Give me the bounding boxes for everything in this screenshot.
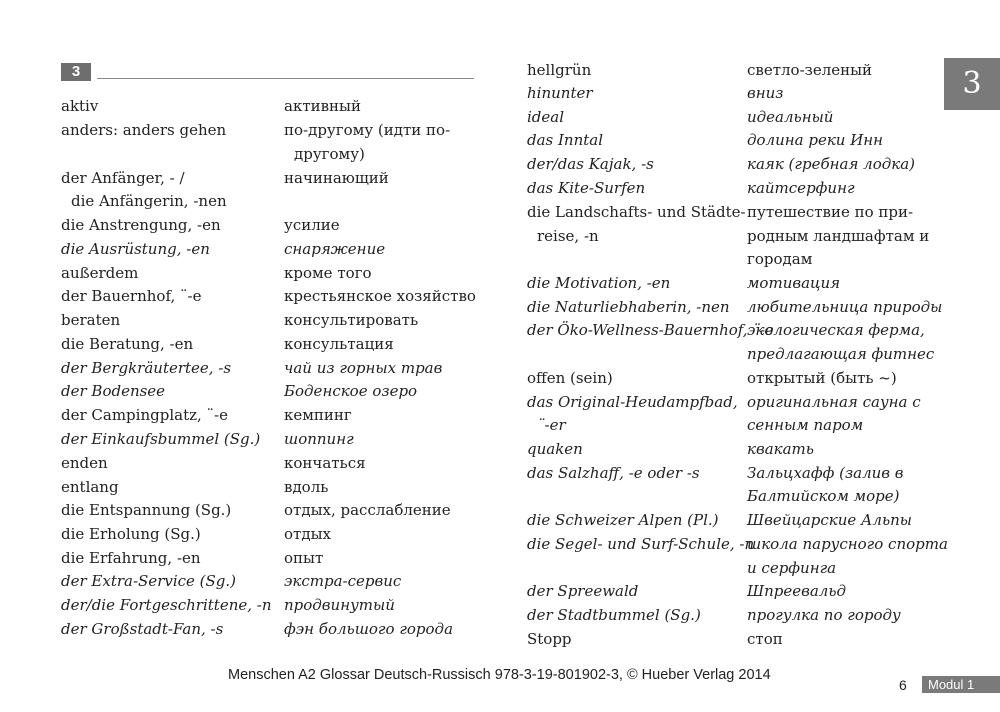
right-russian-translation: оригинальная сауна с (747, 393, 921, 411)
left-german-term: der Campingplatz, ¨-e (61, 406, 228, 424)
left-russian-translation: кончаться (284, 454, 366, 472)
right-german-term: quaken (527, 440, 583, 458)
left-german-term: beraten (61, 311, 121, 329)
right-russian-translation: идеальный (747, 108, 834, 126)
right-russian-translation: Балтийском море) (747, 487, 900, 505)
chapter-number-box: 3 (61, 63, 91, 81)
left-german-term: enden (61, 454, 108, 472)
left-russian-translation: Боденское озеро (284, 382, 418, 400)
left-german-term: der Bergkräutertee, -s (61, 359, 232, 377)
right-german-term: das Salzhaff, -e oder -s (527, 464, 700, 482)
left-russian-translation: вдоль (284, 478, 329, 496)
right-german-term: die Motivation, -en (527, 274, 671, 292)
right-german-term: der/das Kajak, -s (527, 155, 654, 173)
right-russian-translation: прогулка по городу (747, 606, 901, 624)
right-german-term: das Kite-Surfen (527, 179, 646, 197)
left-german-term: die Beratung, -en (61, 335, 194, 353)
right-german-term: ideal (527, 108, 565, 126)
right-russian-translation: предлагающая фитнес (747, 345, 935, 363)
right-russian-translation: кайтсерфинг (747, 179, 855, 197)
right-german-term: hinunter (527, 84, 593, 102)
right-russian-translation: любительница природы (747, 298, 943, 316)
right-russian-translation: родным ландшафтам и (747, 227, 930, 245)
right-german-term: das Original-Heudampfbad, (527, 393, 738, 411)
header-rule (97, 78, 474, 79)
left-russian-translation: чай из горных трав (284, 359, 443, 377)
right-german-term: die Schweizer Alpen (Pl.) (527, 511, 719, 529)
left-german-term: die Anfängerin, -nen (71, 192, 227, 210)
page-number: 6 (899, 677, 907, 693)
right-german-term: der Öko-Wellness-Bauernhof, ¨-e (527, 321, 774, 339)
right-russian-translation: Шпреевальд (747, 582, 847, 600)
right-german-term: offen (sein) (527, 369, 613, 387)
left-russian-translation: шоппинг (284, 430, 354, 448)
right-russian-translation: квакать (747, 440, 814, 458)
right-russian-translation: и серфинга (747, 559, 837, 577)
left-german-term: die Entspannung (Sg.) (61, 501, 232, 519)
right-russian-translation: каяк (гребная лодка) (747, 155, 915, 173)
left-russian-translation: активный (284, 97, 361, 115)
chapter-side-tab: 3 (944, 58, 1000, 110)
right-russian-translation: городам (747, 250, 813, 268)
left-german-term: außerdem (61, 264, 139, 282)
right-russian-translation: светло-зеленый (747, 61, 873, 79)
left-german-term: der Einkaufsbummel (Sg.) (61, 430, 261, 448)
right-german-term: ¨-er (537, 416, 566, 434)
right-german-term: reise, -n (537, 227, 599, 245)
right-german-term: das Inntal (527, 131, 604, 149)
left-german-term: der Extra-Service (Sg.) (61, 572, 237, 590)
left-russian-translation: усилие (284, 216, 340, 234)
footer-citation: Menschen A2 Glossar Deutsch-Russisch 978-3-19-801902-3, © Hueber Verlag 2014 (228, 667, 771, 683)
right-russian-translation: Зальцхафф (залив в (747, 464, 904, 482)
left-german-term: der Bodensee (61, 382, 166, 400)
right-russian-translation: школа парусного спорта (747, 535, 948, 553)
left-german-term: die Anstrengung, -en (61, 216, 221, 234)
right-german-term: Stopp (527, 630, 572, 648)
left-russian-translation: консультация (284, 335, 394, 353)
left-german-term: die Erholung (Sg.) (61, 525, 201, 543)
right-german-term: die Landschafts- und Städte- (527, 203, 746, 221)
left-german-term: aktiv (61, 97, 99, 115)
left-russian-translation: крестьянское хозяйство (284, 287, 476, 305)
left-german-term: die Ausrüstung, -en (61, 240, 210, 258)
left-russian-translation: кроме того (284, 264, 372, 282)
left-german-term: der/die Fortgeschrittene, -n (61, 596, 272, 614)
left-russian-translation: продвинутый (284, 596, 395, 614)
right-russian-translation: вниз (747, 84, 784, 102)
left-german-term: der Bauernhof, ¨-e (61, 287, 202, 305)
left-german-term: der Großstadt-Fan, -s (61, 620, 224, 638)
right-russian-translation: открытый (быть ~) (747, 369, 897, 387)
left-german-term: entlang (61, 478, 119, 496)
right-german-term: hellgrün (527, 61, 592, 79)
left-russian-translation: по-другому (идти по- (284, 121, 451, 139)
right-german-term: die Segel- und Surf-Schule, -n (527, 535, 755, 553)
left-russian-translation: снаряжение (284, 240, 386, 258)
right-russian-translation: стоп (747, 630, 783, 648)
left-russian-translation: другому) (294, 145, 365, 163)
left-russian-translation: кемпинг (284, 406, 352, 424)
left-russian-translation: начинающий (284, 169, 389, 187)
left-russian-translation: консультировать (284, 311, 419, 329)
left-russian-translation: отдых, расслабление (284, 501, 451, 519)
right-german-term: der Stadtbummel (Sg.) (527, 606, 701, 624)
left-russian-translation: экстра-сервис (284, 572, 402, 590)
left-russian-translation: фэн большого города (284, 620, 454, 638)
right-german-term: die Naturliebhaberin, -nen (527, 298, 730, 316)
right-russian-translation: сенным паром (747, 416, 864, 434)
right-russian-translation: экологическая ферма, (747, 321, 925, 339)
right-russian-translation: Швейцарские Альпы (747, 511, 913, 529)
right-russian-translation: путешествие по при- (747, 203, 914, 221)
right-russian-translation: долина реки Инн (747, 131, 884, 149)
right-german-term: der Spreewald (527, 582, 639, 600)
left-russian-translation: опыт (284, 549, 324, 567)
module-label: Modul 1 (922, 676, 1000, 693)
left-german-term: die Erfahrung, -en (61, 549, 201, 567)
right-russian-translation: мотивация (747, 274, 841, 292)
left-german-term: anders: anders gehen (61, 121, 227, 139)
left-german-term: der Anfänger, - / (61, 169, 185, 187)
left-russian-translation: отдых (284, 525, 331, 543)
